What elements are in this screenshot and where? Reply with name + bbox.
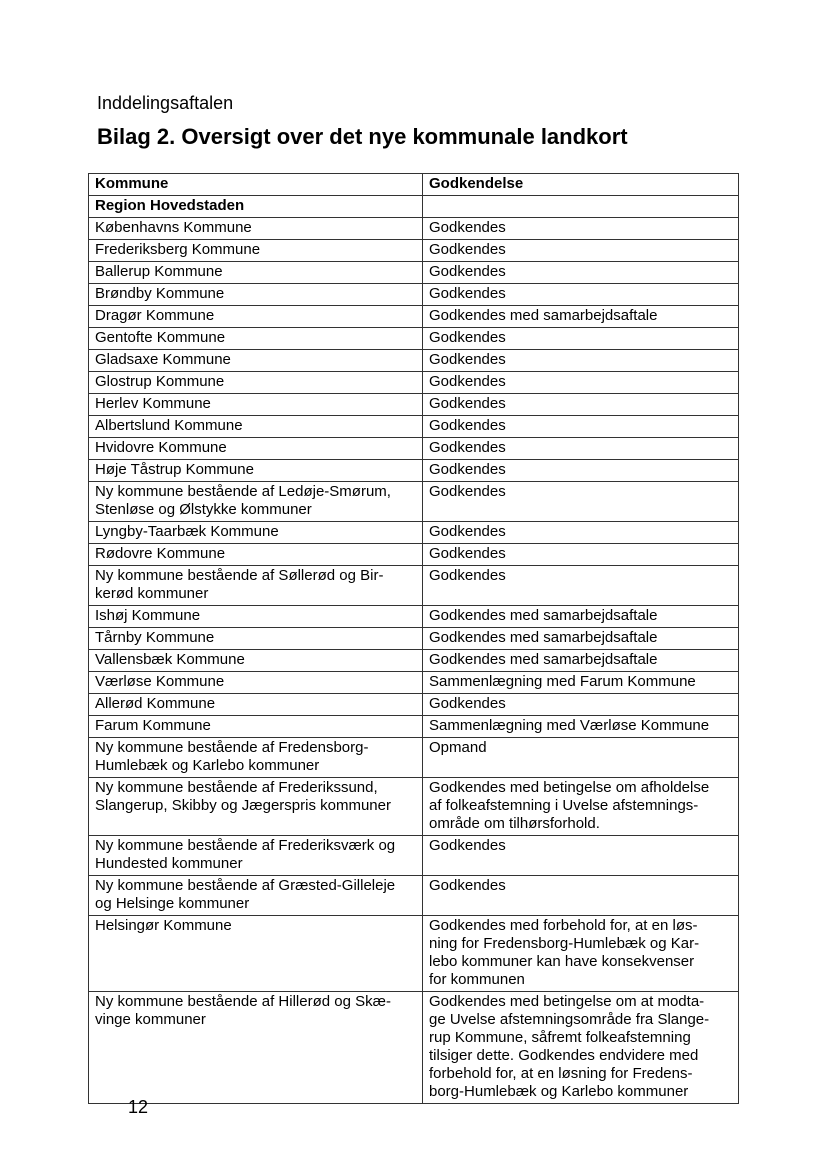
table-row — [89, 606, 739, 628]
godkendelse-cell: Godkendes med forbehold for, at en løs- ning for Fredensborg-Humlebæk og Kar- lebo kommuner kan have konsekvenser for kommunen — [423, 916, 739, 992]
table-row — [89, 694, 739, 716]
godkendelse-cell: Godkendes — [423, 284, 739, 306]
godkendelse-cell: Godkendes — [423, 876, 739, 916]
kommune-cell: Høje Tåstrup Kommune — [89, 460, 423, 482]
godkendelse-cell: Godkendes — [423, 438, 739, 460]
table-row — [89, 566, 739, 606]
kommune-cell: Ny kommune bestående af Frederiksværk og Hundested kommuner — [89, 836, 423, 876]
section-empty-cell — [423, 196, 739, 218]
section-label: Region Hovedstaden — [89, 196, 423, 218]
kommune-cell: Gentofte Kommune — [89, 328, 423, 350]
table-header-row — [89, 174, 739, 196]
godkendelse-cell: Godkendes — [423, 240, 739, 262]
kommune-cell: Ny kommune bestående af Frederikssund, Slangerup, Skibby og Jægerspris kommuner — [89, 778, 423, 836]
godkendelse-cell: Godkendes — [423, 328, 739, 350]
table-row — [89, 240, 739, 262]
table-row — [89, 876, 739, 916]
kommune-cell: Gladsaxe Kommune — [89, 350, 423, 372]
godkendelse-cell: Godkendes med samarbejdsaftale — [423, 306, 739, 328]
table-row — [89, 778, 739, 836]
table-row — [89, 522, 739, 544]
table-row — [89, 218, 739, 240]
godkendelse-cell: Godkendes med samarbejdsaftale — [423, 628, 739, 650]
godkendelse-cell: Opmand — [423, 738, 739, 778]
godkendelse-cell: Godkendes — [423, 544, 739, 566]
table-row — [89, 716, 739, 738]
table-row — [89, 262, 739, 284]
godkendelse-cell: Sammenlægning med Værløse Kommune — [423, 716, 739, 738]
kommune-cell: Farum Kommune — [89, 716, 423, 738]
kommune-cell: Glostrup Kommune — [89, 372, 423, 394]
godkendelse-cell: Sammenlægning med Farum Kommune — [423, 672, 739, 694]
godkendelse-cell: Godkendes — [423, 460, 739, 482]
kommune-cell: Brøndby Kommune — [89, 284, 423, 306]
kommune-cell: Hvidovre Kommune — [89, 438, 423, 460]
kommune-cell: Ishøj Kommune — [89, 606, 423, 628]
kommune-cell: Herlev Kommune — [89, 394, 423, 416]
godkendelse-cell: Godkendes — [423, 394, 739, 416]
godkendelse-cell: Godkendes — [423, 416, 739, 438]
godkendelse-cell: Godkendes med betingelse om afholdelse af folkeafstemning i Uvelse afstemnings- område om tilhørsforhold. — [423, 778, 739, 836]
kommune-cell: Ny kommune bestående af Græsted-Gilleleje og Helsinge kommuner — [89, 876, 423, 916]
kommune-cell: Ny kommune bestående af Hillerød og Skæ- vinge kommuner — [89, 992, 423, 1104]
table-row — [89, 650, 739, 672]
kommune-cell: Tårnby Kommune — [89, 628, 423, 650]
table-row — [89, 992, 739, 1104]
kommune-cell: Københavns Kommune — [89, 218, 423, 240]
table-row — [89, 544, 739, 566]
godkendelse-cell: Godkendes — [423, 836, 739, 876]
table-row — [89, 738, 739, 778]
godkendelse-cell: Godkendes — [423, 566, 739, 606]
kommune-cell: Ny kommune bestående af Ledøje-Smørum, Stenløse og Ølstykke kommuner — [89, 482, 423, 522]
kommune-cell: Værløse Kommune — [89, 672, 423, 694]
godkendelse-cell: Godkendes med samarbejdsaftale — [423, 650, 739, 672]
godkendelse-cell: Godkendes med samarbejdsaftale — [423, 606, 739, 628]
table-row — [89, 328, 739, 350]
godkendelse-cell: Godkendes — [423, 372, 739, 394]
section-row — [89, 196, 739, 218]
municipality-table — [88, 173, 739, 1104]
table-row — [89, 460, 739, 482]
kommune-cell: Lyngby-Taarbæk Kommune — [89, 522, 423, 544]
godkendelse-cell: Godkendes — [423, 694, 739, 716]
godkendelse-cell: Godkendes — [423, 218, 739, 240]
kommune-cell: Albertslund Kommune — [89, 416, 423, 438]
table-row — [89, 416, 739, 438]
table-row — [89, 438, 739, 460]
kommune-cell: Allerød Kommune — [89, 694, 423, 716]
table-row — [89, 306, 739, 328]
table-row — [89, 836, 739, 876]
godkendelse-cell: Godkendes — [423, 262, 739, 284]
kommune-cell: Frederiksberg Kommune — [89, 240, 423, 262]
kommune-cell: Ballerup Kommune — [89, 262, 423, 284]
godkendelse-cell: Godkendes — [423, 482, 739, 522]
table-row — [89, 284, 739, 306]
godkendelse-cell: Godkendes — [423, 350, 739, 372]
table-row — [89, 916, 739, 992]
table-row — [89, 350, 739, 372]
page-number: 12 — [128, 1097, 149, 1117]
kommune-cell: Vallensbæk Kommune — [89, 650, 423, 672]
header-godkendelse: Godkendelse — [423, 174, 739, 196]
table-row — [89, 672, 739, 694]
table-row — [89, 628, 739, 650]
kommune-cell: Helsingør Kommune — [89, 916, 423, 992]
kommune-cell: Ny kommune bestående af Søllerød og Bir- kerød kommuner — [89, 566, 423, 606]
running-header: Inddelingsaftalen — [97, 93, 234, 113]
kommune-cell: Dragør Kommune — [89, 306, 423, 328]
kommune-cell: Ny kommune bestående af Fredensborg- Humlebæk og Karlebo kommuner — [89, 738, 423, 778]
header-kommune: Kommune — [89, 174, 423, 196]
table-row — [89, 372, 739, 394]
page-title: Bilag 2. Oversigt over det nye kommunale landkort — [97, 124, 628, 149]
godkendelse-cell: Godkendes — [423, 522, 739, 544]
table-row — [89, 394, 739, 416]
kommune-cell: Rødovre Kommune — [89, 544, 423, 566]
table-row — [89, 482, 739, 522]
godkendelse-cell: Godkendes med betingelse om at modta- ge Uvelse afstemningsområde fra Slange- rup Kommune, såfremt folkeafstemning tilsiger dette. Godkendes endvidere med forbehold for, at en løsning for Fredens- borg-Humlebæk og Karlebo kommuner — [423, 992, 739, 1104]
